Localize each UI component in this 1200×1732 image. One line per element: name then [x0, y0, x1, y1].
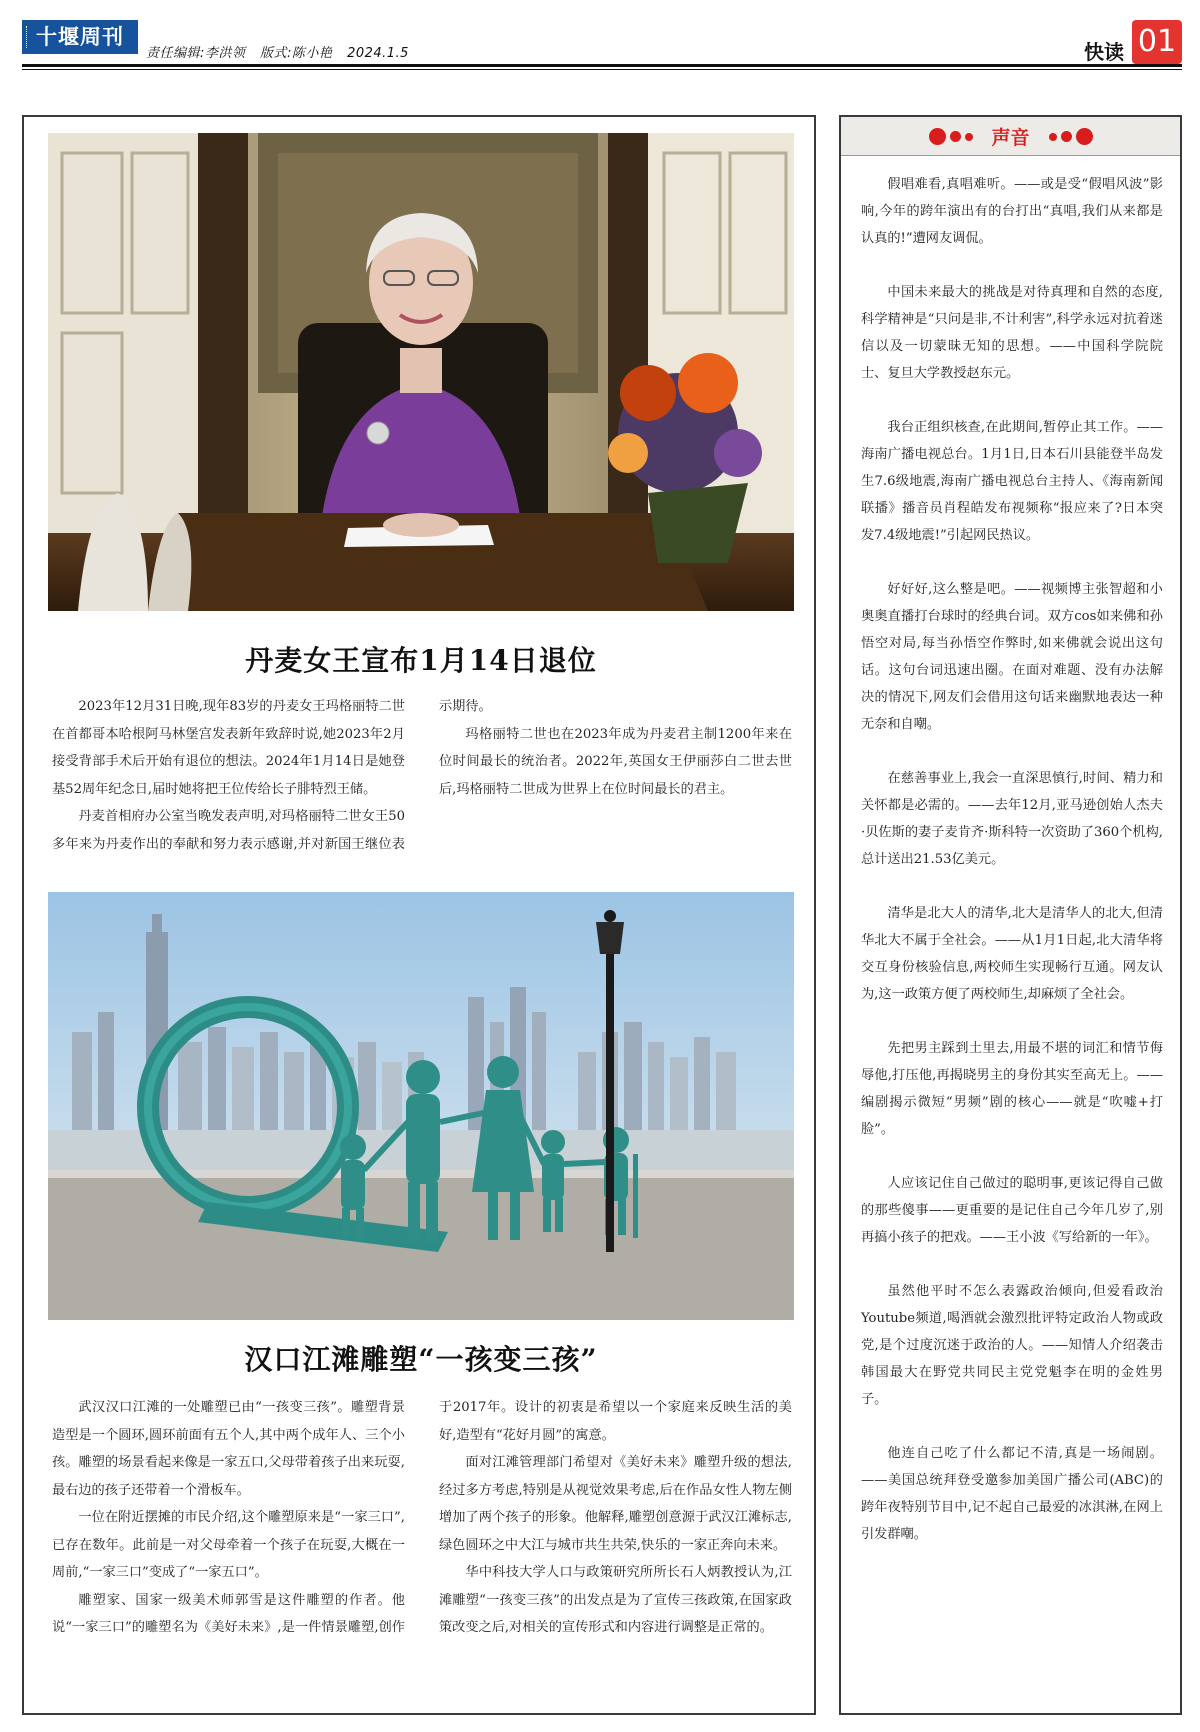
story1-paragraph: 玛格丽特二世也在2023年成为丹麦君主制1200年来在位时间最长的统治者。2022年,英国女王伊丽莎白二世去世后,玛格丽特二世成为世界上在位时间最长的君主。	[439, 726, 792, 797]
header-rule-thin	[22, 69, 1182, 70]
story2-paragraph: 华中科技大学人口与政策研究所所长石人炳教授认为,江滩雕塑“一孩变三孩”的出发点是为了宣传三孩政策,在国家政策改变之后,对相关的宣传形式和内容进行调整是正常的。	[439, 1565, 792, 1635]
story2-paragraph: 雕塑家、国家一级美术师郭雪是这件雕塑的作者。他说“一家三口”的雕塑名为《美好未来》,是一件情景雕塑,创作于2017年。设计的初衷是希望以一个家庭来反映生活的美好,造型有“花好月圆”的寓意。	[52, 1400, 792, 1635]
queen-photo	[48, 133, 794, 611]
header-dots-right	[1049, 128, 1093, 145]
sculpture-photo	[48, 892, 794, 1320]
story2-paragraph: 武汉汉口江滩的一处雕塑已由“一孩变三孩”。雕塑背景造型是一个圆环,圆环前面有五个人,其中两个成年人、三个小孩。雕塑的场景看起来像是一家五口,父母带着孩子出来玩耍,最右边的孩子还带着一个滑板车。	[52, 1400, 405, 1498]
quote-item: 清华是北大人的清华,北大是清华人的北大,但清华北大不属于全社会。——从1月1日起,北大清华将交互身份核验信息,两校师生实现畅行互通。网友认为,这一政策方便了两校师生,却麻烦了全社会。	[861, 906, 1163, 1002]
quote-item: 他连自己吃了什么都记不清,真是一场闹剧。——美国总统拜登受邀参加美国广播公司(ABC)的跨年夜特别节目中,记不起自己最爱的冰淇淋,在网上引发群嘲。	[861, 1446, 1163, 1542]
voices-title: 声音	[991, 127, 1030, 149]
quote-item: 中国未来最大的挑战是对待真理和自然的态度,科学精神是“只问是非,不计利害”,科学永远对抗着迷信以及一切蒙昧无知的思想。——中国科学院院士、复旦大学教授赵东元。	[861, 285, 1163, 381]
header-rule	[22, 64, 1182, 67]
section-name: 快读	[1084, 40, 1124, 64]
main-column	[22, 115, 816, 1715]
quote-item: 虽然他平时不怎么表露政治倾向,但爱看政治Youtube频道,喝酒就会激烈批评特定政治人物或政党,是个过度沉迷于政治的人。——知情人介绍袭击韩国最大在野党共同民主党党魁李在明的金姓男子。	[861, 1284, 1163, 1407]
story2-paragraph: 一位在附近摆摊的市民介绍,这个雕塑原来是“一家三口”,已存在数年。此前是一对父母牵着一个孩子在玩耍,大概在一周前,“一家三口”变成了“一家五口”。	[52, 1510, 405, 1580]
story1-paragraph: 2023年12月31日晚,现年83岁的丹麦女王玛格丽特二世在首都哥本哈根阿马林堡宫发表新年致辞时说,她2023年2月接受背部手术后开始有退位的想法。2024年1月14日是她登基52周年纪念日,届时她将把王位传给长子腓特烈王储。	[52, 699, 405, 797]
logo-text: 十堰周刊	[36, 24, 124, 49]
quote-item: 人应该记住自己做过的聪明事,更该记得自己做的那些傻事——更重要的是记住自己今年几岁了,别再搞小孩子的把戏。——王小波《写给新的一年》。	[861, 1176, 1163, 1245]
story2-headline: 汉口江滩雕塑“一孩变三孩”	[244, 1343, 598, 1376]
editor-credit: 责任编辑:李洪领	[146, 46, 246, 61]
quote-list	[861, 171, 1163, 1575]
newspaper-logo	[22, 20, 138, 54]
issue-date: 2024.1.5	[347, 46, 409, 61]
masthead	[22, 20, 1182, 68]
quote-item: 假唱难看,真唱难听。——或是受“假唱风波”影响,今年的跨年演出有的台打出“真唱,我们从来都是认真的!”遭网友调侃。	[861, 177, 1163, 246]
dot-icon	[1049, 133, 1057, 141]
queen-illustration	[48, 133, 794, 611]
logo-decoration	[26, 26, 31, 48]
quote-item: 先把男主踩到土里去,用最不堪的词汇和情节侮辱他,打压他,再揭晓男主的身份其实至高无上。——编剧揭示微短“男频”剧的核心——就是“吹嘘+打脸”。	[861, 1041, 1163, 1137]
dot-icon	[1076, 128, 1093, 145]
voices-column	[839, 115, 1182, 1715]
page-number: 01	[1132, 20, 1182, 64]
story1-body	[52, 693, 792, 863]
story2-paragraph: 面对江滩管理部门希望对《美好未来》雕塑升级的想法,经过多方考虑,特别是从视觉效果考虑,后在作品女性人物左侧增加了两个孩子的形象。他解释,雕塑创意源于武汉江滩标志,绿色圆环之中大江与城市共生共荣,快乐的一家正奔向未来。	[439, 1455, 792, 1553]
quote-item: 我台正组织核查,在此期间,暂停止其工作。——海南广播电视总台。1月1日,日本石川县能登半岛发生7.6级地震,海南广播电视总台主持人、《海南新闻联播》播音员肖程皓发布视频称“报应来了?日本突发7.4级地震!”引起网民热议。	[861, 420, 1163, 543]
story2-body	[52, 1394, 792, 1704]
voices-header	[841, 117, 1180, 156]
credits-line	[146, 42, 419, 61]
sculpture-illustration	[48, 892, 794, 1320]
quote-item: 在慈善事业上,我会一直深思慎行,时间、精力和关怀都是必需的。——去年12月,亚马逊创始人杰夫·贝佐斯的妻子麦肯齐·斯科特一次资助了360个机构,总计送出21.53亿美元。	[861, 771, 1163, 867]
story1-paragraph: 丹麦首相府办公室当晚发表声明,对玛格丽特二世女王50多年来为丹麦作出的奉献和努力表示感谢,并对新国王继位表示期待。	[52, 699, 492, 852]
dot-icon	[1061, 131, 1072, 142]
layout-credit: 版式:陈小艳	[260, 46, 333, 61]
quote-item: 好好好,这么整是吧。——视频博主张智超和小奥奥直播打台球时的经典台词。双方cos如来佛和孙悟空对局,每当孙悟空作弊时,如来佛就会说出这句话。这句台词迅速出圈。在面对难题、没有办法解决的情况下,网友们会借用这句话来幽默地表达一种无奈和自嘲。	[861, 582, 1163, 732]
story1-headline: 丹麦女王宣布1月14日退位	[245, 644, 597, 677]
